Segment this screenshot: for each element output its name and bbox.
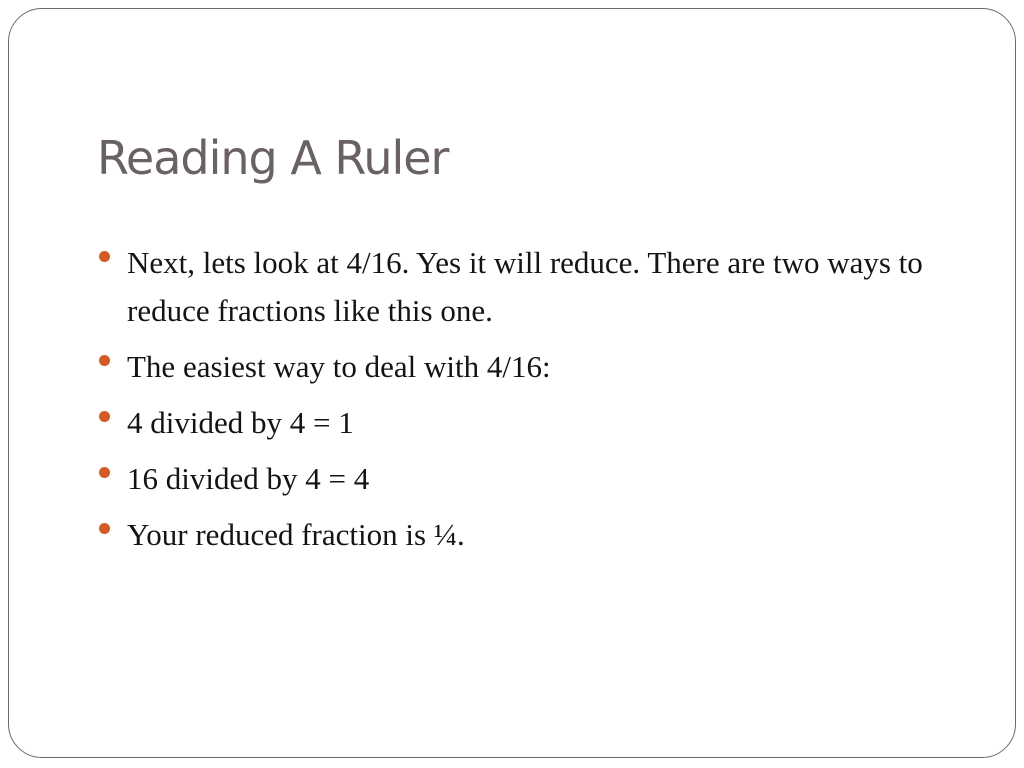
bullet-item xyxy=(97,239,957,335)
bullet-item xyxy=(97,399,957,447)
bullet-dot-icon xyxy=(99,355,110,366)
bullet-text: The easiest way to deal with 4/16: xyxy=(127,349,551,384)
bullet-dot-icon xyxy=(99,467,110,478)
slide-title: Reading A Ruler xyxy=(97,131,449,185)
bullet-item xyxy=(97,455,957,503)
bullet-item xyxy=(97,511,957,559)
bullet-text: 4 divided by 4 = 1 xyxy=(127,405,354,440)
bullet-dot-icon xyxy=(99,523,110,534)
bullet-item xyxy=(97,343,957,391)
slide xyxy=(8,8,1016,758)
bullet-text: 16 divided by 4 = 4 xyxy=(127,461,370,496)
bullet-text: Next, lets look at 4/16. Yes it will reduce. There are two ways to reduce fractions like this one. xyxy=(127,245,923,328)
bullet-dot-icon xyxy=(99,411,110,422)
bullet-dot-icon xyxy=(99,251,110,262)
bullet-text: Your reduced fraction is ¼. xyxy=(127,517,465,552)
bullet-list xyxy=(97,239,957,567)
